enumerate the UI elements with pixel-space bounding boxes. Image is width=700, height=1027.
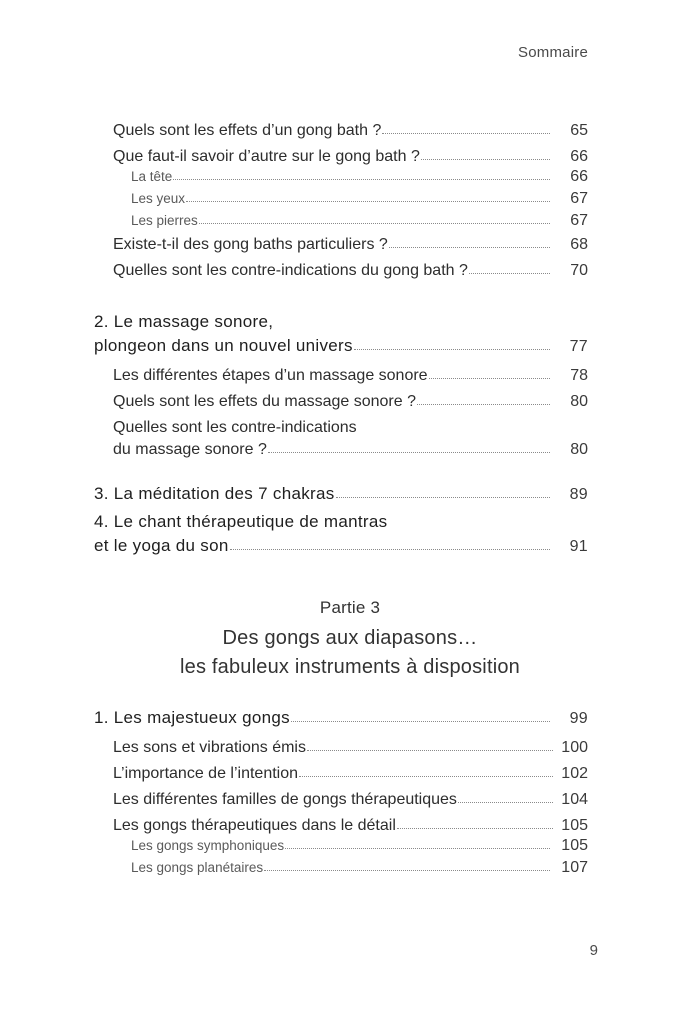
toc-page-number: 107 [561,859,588,876]
dot-leader [307,749,553,751]
dot-leader [291,720,550,722]
part-heading [0,598,700,682]
part-label: Partie 3 [319,598,381,617]
toc-chapter-entry[interactable] [94,482,588,507]
toc-chapter-4 [94,510,588,559]
toc-entry-title: Les différentes familles de gongs thérapeutiques [113,791,457,808]
toc-entry-title: Les pierres [131,213,198,228]
toc-chapter-title: 1. Les majestueux gongs [94,708,290,727]
toc-chapter-title-line2: plongeon dans un nouvel univers [94,336,353,355]
toc-page-number: 65 [570,122,588,139]
toc-page-number: 66 [570,148,588,165]
toc-page-number: 77 [569,338,588,355]
toc-block-gong-bath [94,118,588,284]
toc-part3-chapter-1 [94,706,588,879]
toc-page-number: 70 [570,262,588,279]
toc-entry-title: Quelles sont les contre-indications du gong bath ? [113,262,468,279]
dot-leader [417,403,550,405]
toc-chapter-title-line2: et le yoga du son [94,536,229,555]
dot-leader [199,222,550,224]
toc-chapter-title: 3. La méditation des 7 chakras [94,484,335,503]
toc-page-number: 105 [561,837,588,854]
dot-leader [299,775,553,777]
dot-leader [397,827,553,829]
dot-leader [382,132,550,134]
toc-entry-title: Existe-t-il des gong baths particuliers ? [113,236,388,253]
toc-entry-title: Les gongs thérapeutiques dans le détail [113,817,396,834]
toc-entry-title: Les sons et vibrations émis [113,739,306,756]
dot-leader [173,178,550,180]
dot-leader [268,451,550,453]
toc-page-number: 80 [570,441,588,458]
toc-entry[interactable] [113,735,588,761]
dot-leader [389,246,550,248]
dot-leader [458,801,553,803]
toc-entry-title-line2: du massage sonore ? [113,441,267,458]
toc-page-number: 105 [561,817,588,834]
toc-page-number: 68 [570,236,588,253]
dot-leader [354,348,550,350]
dot-leader [230,548,550,550]
toc-entry-title: La tête [131,169,173,184]
toc-page-number: 104 [561,791,588,808]
toc-page-number: 91 [569,538,588,555]
part-title-line1: Des gongs aux diapasons… [222,627,478,649]
toc-chapter-title-line1: 4. Le chant thérapeutique de mantras [94,512,388,531]
toc-chapter-entry[interactable] [94,510,588,559]
toc-entry[interactable] [113,363,588,389]
toc-entry-title: Les yeux [131,191,186,206]
toc-subentry[interactable] [131,857,588,879]
toc-page-number: 102 [561,765,588,782]
toc-chapter-3 [94,482,588,507]
toc-page-number: 80 [570,393,588,410]
toc-entry-title: Que faut-il savoir d’autre sur le gong bath ? [113,148,420,165]
toc-entry[interactable] [113,118,588,144]
toc-entry[interactable] [113,232,588,258]
dot-leader [264,869,550,871]
dot-leader [469,272,550,274]
toc-entry-title: Les gongs planétaires [131,860,264,875]
toc-entry[interactable] [113,787,588,813]
toc-entry-title-line1: Quelles sont les contre-indications [113,419,357,436]
toc-page-number: 67 [570,212,588,229]
running-head: Sommaire [518,44,588,61]
part-title-line2: les fabuleux instruments à disposition [179,656,520,678]
dot-leader [429,377,550,379]
page-number: 9 [589,942,598,959]
toc-page-number: 100 [561,739,588,756]
part-title [0,624,700,682]
toc-entry[interactable] [113,258,588,284]
toc-page-number: 66 [570,168,588,185]
toc-entry[interactable] [113,417,588,461]
dot-leader [285,847,550,849]
toc-subentry[interactable] [131,210,588,232]
toc-subentry[interactable] [131,188,588,210]
toc-chapter-title-line1: 2. Le massage sonore, [94,312,274,331]
toc-entry-title: Les gongs symphoniques [131,838,285,853]
dot-leader [336,496,550,498]
toc-entry-title: Quels sont les effets du massage sonore ? [113,393,416,410]
toc-chapter-entry[interactable] [94,706,588,731]
toc-entry-title: L’importance de l’intention [113,765,299,782]
toc-entry-title: Les différentes étapes d’un massage sonore [113,367,428,384]
toc-page-number: 89 [569,486,588,503]
toc-page-number: 78 [570,367,588,384]
dot-leader [421,158,550,160]
toc-chapter-2 [94,310,588,461]
toc-entry[interactable] [113,761,588,787]
toc-page-number: 67 [570,190,588,207]
toc-entry[interactable] [113,389,588,415]
dot-leader [186,200,550,202]
toc-page-number: 99 [569,710,588,727]
toc-chapter-entry[interactable] [94,310,588,359]
toc-entry-title: Quels sont les effets d’un gong bath ? [113,122,382,139]
